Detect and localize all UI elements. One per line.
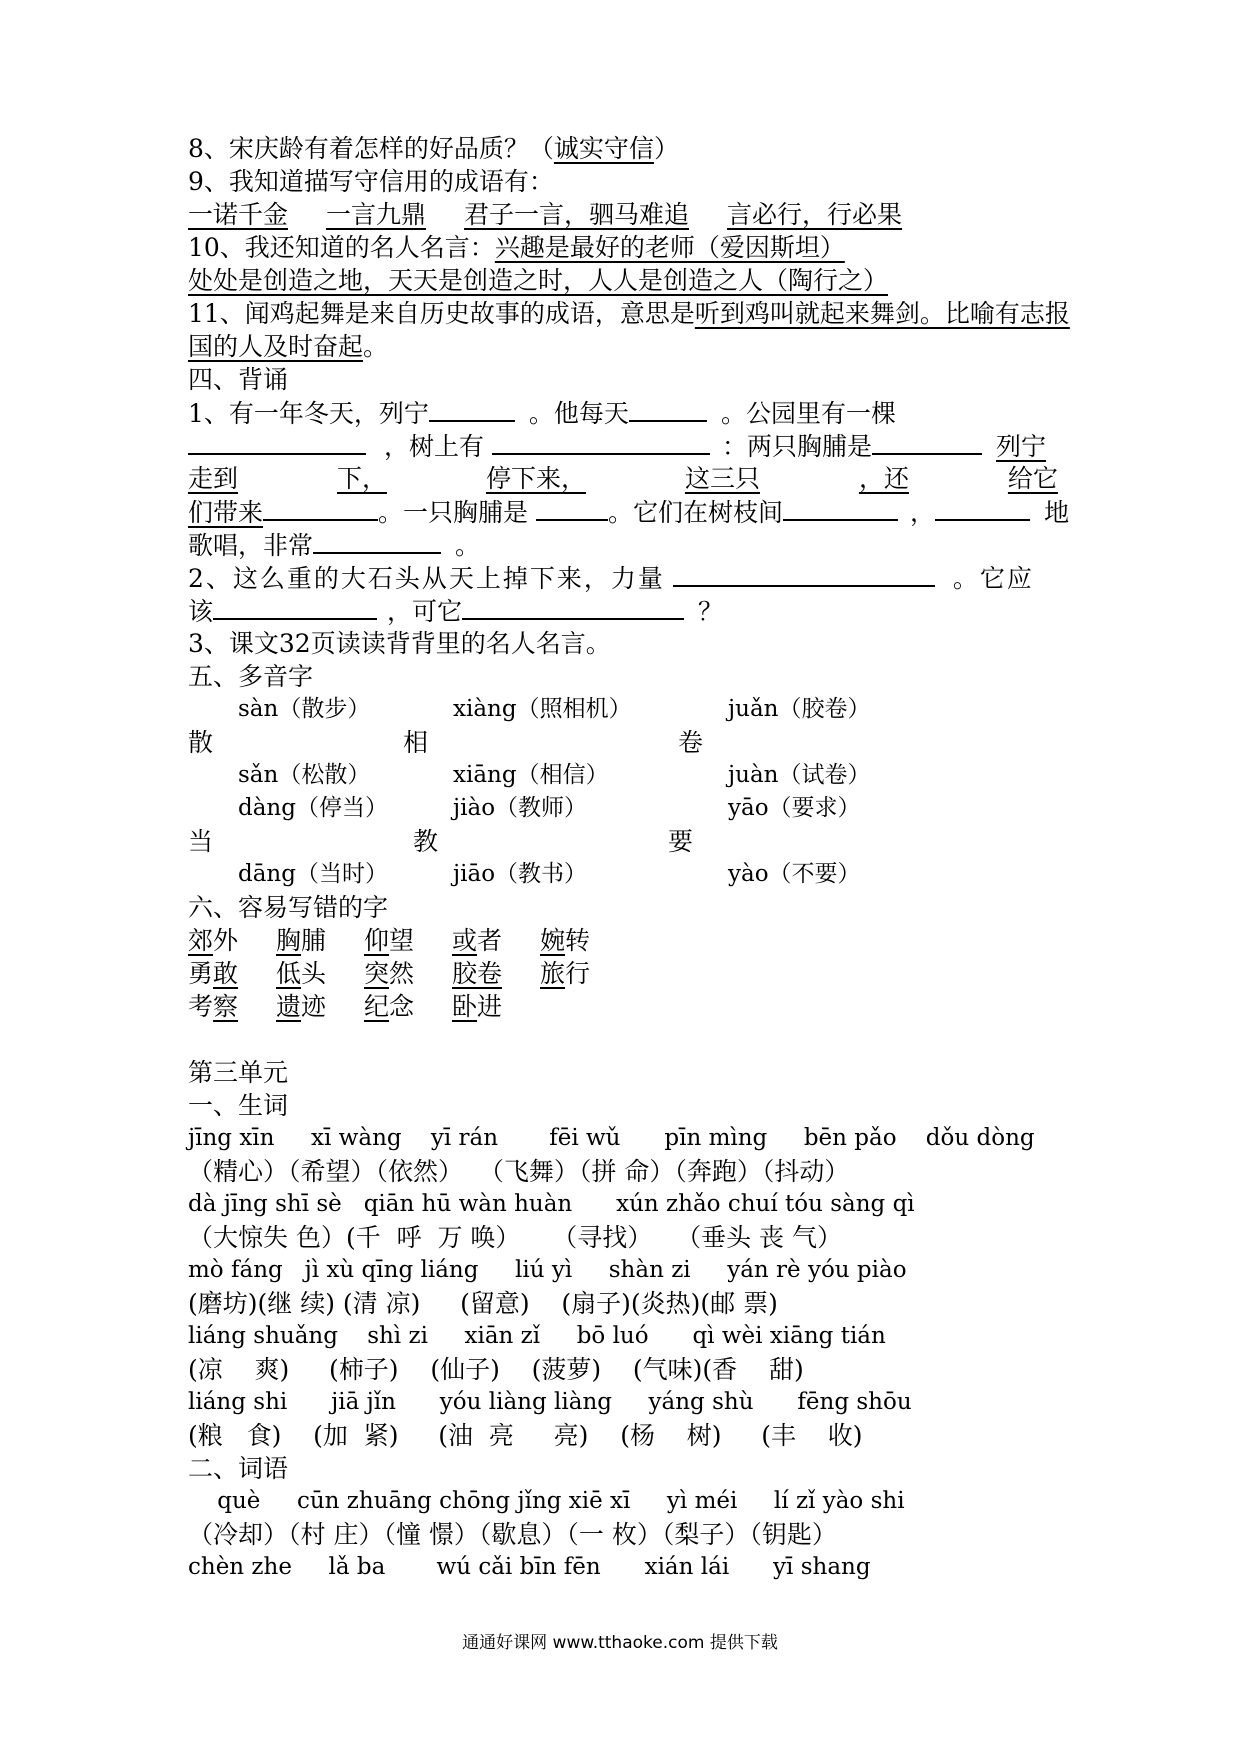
recite-2-text-c: 该 <box>188 597 214 626</box>
recite-1-line-3 <box>188 462 1058 495</box>
key-char: 卧 <box>452 992 478 1021</box>
vocab-pinyin-2: dà jīng shī sè qiān hū wàn huàn xún zhǎo chuí tóu sàng qì <box>188 1191 915 1217</box>
recite-1-line-1 <box>188 396 1058 429</box>
vocab-words-4: (凉 爽) (柿子) (仙子) (菠萝) (气味)(香 甜) <box>188 1355 804 1384</box>
vocab-pinyin-1: jīng xīn xī wàng yī rán fēi wǔ pīn mìng bēn pǎo dǒu dòng <box>188 1125 1035 1151</box>
char: 外 <box>213 926 239 955</box>
q8-end: ） <box>653 134 679 163</box>
recite-3: 3、课文32页读读背背里的名人名言。 <box>188 629 611 658</box>
key-char: 遗 <box>276 992 302 1021</box>
key-char: 低 <box>276 959 302 988</box>
polyphone-reading: yào（不要） <box>728 861 861 887</box>
char: 行 <box>565 959 591 988</box>
key-char: 旅 <box>540 959 566 988</box>
blank <box>263 495 378 521</box>
key-char: 纪 <box>364 992 390 1021</box>
polyphone-char: 当 <box>188 827 214 856</box>
blank <box>462 594 684 620</box>
section-6-title: 六、容易写错的字 <box>188 893 389 922</box>
polyphone-reading: juǎn（胶卷） <box>728 696 871 722</box>
polyphone-row-4 <box>188 792 1058 825</box>
recite-1-text-f: 列宁 <box>996 432 1047 461</box>
polyphone-row-2 <box>188 726 1058 759</box>
polyphone-row-1 <box>188 693 1058 726</box>
key-char: 婉 <box>540 926 566 955</box>
misspelled-row-3 <box>188 990 1058 1023</box>
q8-text: 8、宋庆龄有着怎样的好品质？（ <box>188 134 554 163</box>
key-char: 敢 <box>213 959 239 988</box>
footer-credit: 通通好课网 www.tthaoke.com 提供下载 <box>462 1633 778 1653</box>
q10-quote-1: 兴趣是最好的老师（爱因斯坦） <box>494 233 845 262</box>
recite-1-text-k: ， <box>910 498 936 527</box>
q8-answer: 诚实守信 <box>553 134 654 163</box>
phrase-pinyin-1: què cūn zhuāng chōng jǐng xiē xī yì méi lí zǐ yào shi <box>188 1488 905 1514</box>
q11-answer-1: 听到鸡叫就起来舞剑。比喻有志报 <box>694 299 1070 328</box>
key-char: 或 <box>452 926 478 955</box>
recite-2-text-a: 2、这么重的大石头从天上掉下来，力量 <box>188 564 665 593</box>
blank <box>429 396 515 422</box>
recite-1-text-m: 歌唱，非常 <box>188 531 314 560</box>
blank <box>536 495 608 521</box>
polyphone-reading: jiào（教师） <box>453 795 588 821</box>
blank <box>872 429 982 455</box>
idiom-3: 君子一言，驷马难追 <box>464 200 690 229</box>
q11-answer-2: 国的人及时奋起 <box>188 332 364 361</box>
polyphone-row-6 <box>188 858 1058 891</box>
idiom-4: 言必行，行必果 <box>727 200 903 229</box>
q9-idioms <box>188 198 908 231</box>
phrase-pinyin-2: chèn zhe lǎ ba wú cǎi bīn fēn xián lái yī shang <box>188 1554 871 1580</box>
char: 然 <box>389 959 415 988</box>
vocab-words-3: (磨坊)(继 续) (清 凉) (留意) (扇子)(炎热)(邮 票) <box>188 1289 778 1318</box>
unit-3-section-2-title: 二、词语 <box>188 1454 289 1483</box>
polyphone-reading: sǎn（松散） <box>238 762 371 788</box>
polyphone-reading: sàn（散步） <box>238 696 371 722</box>
blank <box>492 429 710 455</box>
recite-1-text-d: ，树上有 <box>384 432 485 461</box>
key-char: 突 <box>364 959 390 988</box>
polyphone-row-5 <box>188 825 1058 858</box>
polyphone-char: 要 <box>668 827 694 856</box>
recite-1-text-j: 。它们在树枝间 <box>608 498 784 527</box>
unit-3-section-1-title: 一、生词 <box>188 1091 289 1120</box>
recite-1-text-i: 。一只胸脯是 <box>378 498 529 527</box>
word: 这三只 <box>684 464 760 493</box>
key-char: 郊 <box>188 926 214 955</box>
key-word: 胶卷 <box>452 959 503 988</box>
q10-line-2 <box>188 264 1058 297</box>
word: 下， <box>336 464 387 493</box>
vocab-pinyin-4: liáng shuǎng shì zi xiān zǐ bō luó qì wèi xiāng tián <box>188 1323 886 1349</box>
recite-1-text-h: 们带来 <box>188 498 264 527</box>
vocab-words-5: (粮 食) (加 紧) (油 亮 亮) (杨 树) (丰 收) <box>188 1421 863 1450</box>
phrase-words-1: （冷却）（村 庄）（憧 憬）（歇息）（一 枚）（梨子）（钥匙） <box>188 1520 837 1549</box>
polyphone-reading: dāng（当时） <box>238 861 388 887</box>
polyphone-char: 卷 <box>678 728 704 757</box>
recite-1-text-e: ：两只胸脯是 <box>722 432 873 461</box>
blank <box>629 396 707 422</box>
word: ，还 <box>858 464 909 493</box>
q10-text: 10、我还知道的名人名言： <box>188 233 495 262</box>
recite-2-text-e: ？ <box>698 597 724 626</box>
recite-2-text-d: ，可它 <box>387 597 463 626</box>
char: 望 <box>389 926 415 955</box>
q11-end: 。 <box>363 332 389 361</box>
char: 勇 <box>188 959 214 988</box>
polyphone-reading: xiàng（照相机） <box>453 696 632 722</box>
polyphone-row-3 <box>188 759 1058 792</box>
char: 头 <box>301 959 327 988</box>
recite-1-text-n: 。 <box>455 531 481 560</box>
key-char: 仰 <box>364 926 390 955</box>
recite-1-text-l: 地 <box>1044 498 1070 527</box>
question-10 <box>188 231 1058 264</box>
section-5-title: 五、多音字 <box>188 662 314 691</box>
section-4-title: 四、背诵 <box>188 365 289 394</box>
polyphone-reading: yāo（要求） <box>728 795 861 821</box>
recite-1-text-c: 。公园里有一棵 <box>720 399 896 428</box>
vocab-words-1: （精心）（希望）（依然） （飞舞）（拼 命）（奔跑）（抖动） <box>188 1157 850 1186</box>
recite-1-text-a: 1、有一年冬天，列宁 <box>188 399 429 428</box>
question-11 <box>188 297 1070 330</box>
idiom-1: 一诺千金 <box>188 200 289 229</box>
vocab-pinyin-5: liáng shi jiā jǐn yóu liàng liàng yáng shù fēng shōu <box>188 1389 912 1415</box>
blank <box>213 594 377 620</box>
recite-1-text-b: 。他每天 <box>528 399 629 428</box>
polyphone-char: 相 <box>403 728 429 757</box>
recite-1-line-5 <box>188 528 1058 561</box>
blank <box>935 495 1030 521</box>
recite-2-text-b: 。它应 <box>952 564 1034 593</box>
unit-3-title: 第三单元 <box>188 1058 289 1087</box>
polyphone-char: 散 <box>188 728 214 757</box>
polyphone-reading: jiāo（教书） <box>453 861 588 887</box>
recite-1-line-2 <box>188 429 1058 462</box>
blank <box>188 429 366 455</box>
q11-text: 11、闻鸡起舞是来自历史故事的成语，意思是 <box>188 299 695 328</box>
blank <box>313 528 441 554</box>
char: 转 <box>565 926 591 955</box>
char: 考 <box>188 992 214 1021</box>
key-char: 察 <box>213 992 239 1021</box>
key-char: 胸 <box>276 926 302 955</box>
vocab-words-2: （大惊失 色）(千 呼 万 唤） （寻找） （垂头 丧 气） <box>188 1223 842 1252</box>
recite-2-line-1 <box>188 561 1058 594</box>
polyphone-reading: xiāng（相信） <box>453 762 609 788</box>
blank <box>673 561 935 587</box>
idiom-2: 一言九鼎 <box>326 200 427 229</box>
polyphone-reading: juàn（试卷） <box>728 762 871 788</box>
char: 者 <box>477 926 503 955</box>
word: 走到 <box>188 464 239 493</box>
polyphone-char: 教 <box>413 827 439 856</box>
vocab-pinyin-3: mò fáng jì xù qīng liáng liú yì shàn zi yán rè yóu piào <box>188 1257 907 1283</box>
blank <box>783 495 898 521</box>
word: 给它 <box>1007 464 1058 493</box>
recite-1-line-4 <box>188 495 1070 528</box>
char: 脯 <box>301 926 327 955</box>
char: 进 <box>477 992 503 1021</box>
recite-1-line-3-words <box>188 462 1058 495</box>
q10-quote-2: 处处是创造之地，天天是创造之时，人人是创造之人（陶行之） <box>188 266 889 295</box>
q11-line-2 <box>188 330 1058 363</box>
misspelled-row-2 <box>188 957 1058 990</box>
polyphone-reading: dàng（停当） <box>238 795 388 821</box>
question-8 <box>188 132 1058 165</box>
word: 停下来， <box>485 464 586 493</box>
char: 迹 <box>301 992 327 1021</box>
question-9: 9、我知道描写守信用的成语有： <box>188 167 554 196</box>
char: 念 <box>389 992 415 1021</box>
misspelled-row-1 <box>188 924 1058 957</box>
recite-2-line-2 <box>188 594 1058 627</box>
